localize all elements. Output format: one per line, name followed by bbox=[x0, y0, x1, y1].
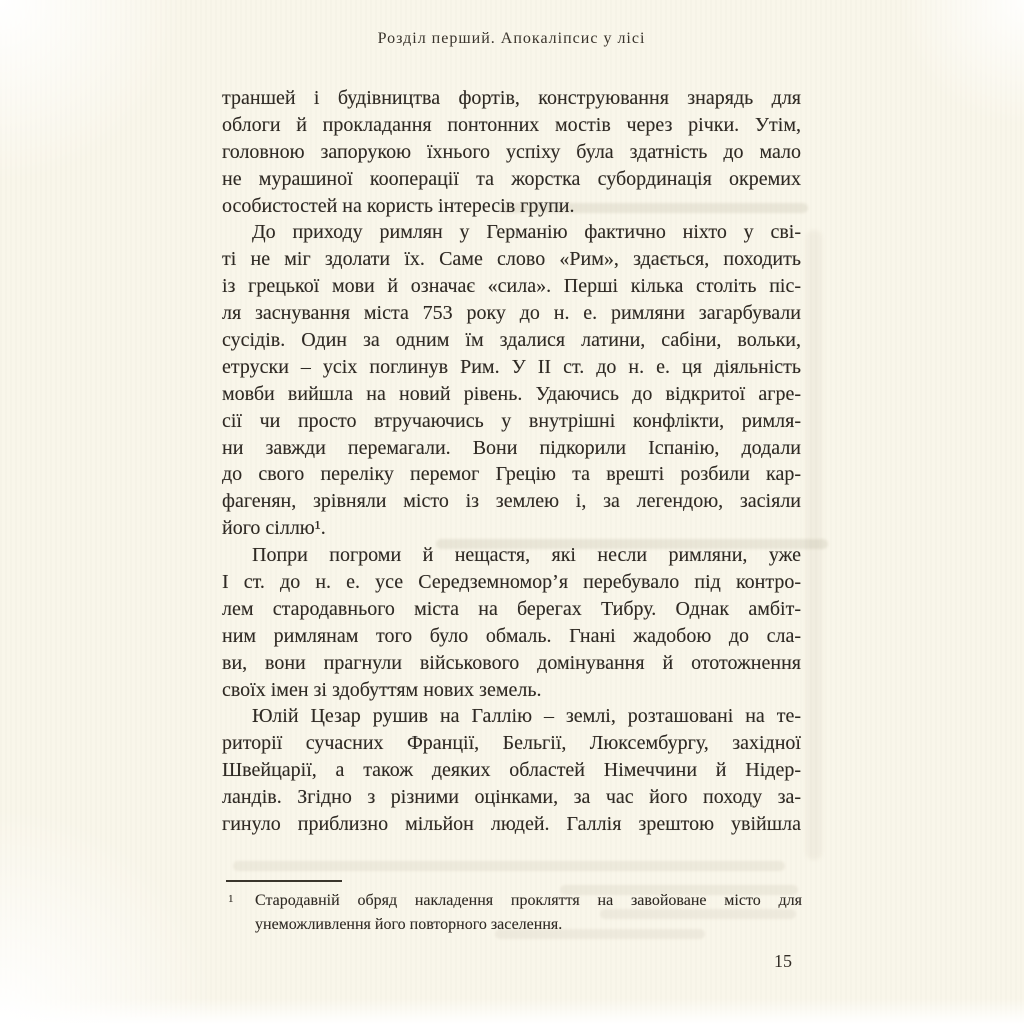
text-line: Юлій Цезар рушив на Галлію – землі, розташовані на те- bbox=[252, 705, 801, 728]
text-line: ті не міг здолати їх. Саме слово «Рим», здається, походить bbox=[222, 248, 801, 271]
footnote-text bbox=[228, 889, 802, 936]
text-line: головною запорукою їхнього успіху була здатність до мало bbox=[222, 140, 801, 163]
text-line: До приходу римлян у Германію фактично ніхто у сві- bbox=[252, 221, 801, 244]
text-line: фагенян, зрівняли місто із землею і, за легендою, засіяли bbox=[222, 490, 801, 513]
text-line: ля заснування міста 753 року до н. е. римляни загарбували bbox=[222, 302, 801, 325]
footnote-marker: 1 bbox=[228, 893, 234, 905]
text-line: І ст. до н. е. усе Середземномор’я перебувало під контро- bbox=[222, 571, 801, 594]
text-line: ним римлянам того було обмаль. Гнані жадобою до сла- bbox=[222, 624, 801, 647]
text-line: його сіллю¹. bbox=[222, 517, 326, 540]
text-line: траншей і будівництва фортів, конструювання знарядь для bbox=[222, 87, 801, 109]
text-line: своїх імен зі здобуттям нових земель. bbox=[222, 678, 542, 701]
text-line: із грецької мови й означає «сила». Перші кілька століть піс- bbox=[222, 275, 801, 298]
text-line: гинуло приблизно мільйон людей. Галлія зрештою увійшла bbox=[222, 813, 801, 836]
text-line: сії чи просто втручаючись у внутрішні конфлікти, римля- bbox=[222, 409, 801, 432]
text-line: ни завжди перемагали. Вони підкорили Іспанію, додали bbox=[222, 436, 801, 459]
chapter-header: Розділ перший. Апокаліпсис у лісі bbox=[377, 30, 646, 47]
text-line: особистостей на користь інтересів групи. bbox=[222, 194, 575, 217]
text-line: лем стародавнього міста на берегах Тибру. Однак амбіт- bbox=[222, 597, 801, 620]
text-line: Попри погроми й нещастя, які несли римляни, уже bbox=[252, 544, 801, 567]
text-line: не мурашиної кооперації та жорстка субординація окремих bbox=[222, 167, 801, 190]
text-line: Швейцарії, а також деяких областей Німеччини й Нідер- bbox=[222, 759, 801, 782]
footnote-line: унеможливлення його повторного заселення. bbox=[255, 915, 563, 933]
page-body-text bbox=[222, 85, 801, 838]
bleed-through-mark bbox=[806, 230, 822, 860]
text-line: мовби вийшла на новий рівень. Удаючись до відкритої агре- bbox=[222, 382, 801, 405]
text-line: ви, вони прагнули військового домінування й ототожнення bbox=[222, 651, 801, 674]
footnote bbox=[228, 889, 802, 936]
text-line: до свого переліку перемог Грецію та врешті розбили кар- bbox=[222, 463, 801, 486]
text-line: сусідів. Один за одним їм здалися латини, сабіни, вольки, bbox=[222, 329, 801, 352]
text-line: етруски – усіх поглинув Рим. У ІІ ст. до н. е. ця діяльність bbox=[222, 355, 801, 378]
text-line: риторії сучасних Франції, Бельгії, Люксембургу, західної bbox=[222, 732, 801, 755]
bleed-through-mark bbox=[233, 861, 785, 871]
footnote-separator bbox=[226, 880, 342, 882]
text-line: облоги й прокладання понтонних мостів через річки. Утім, bbox=[222, 113, 801, 136]
footnote-line: Стародавній обряд накладення прокляття на завойоване місто для bbox=[255, 892, 802, 909]
page-number: 15 bbox=[774, 951, 792, 971]
text-line: ландів. Згідно з різними оцінками, за час його походу за- bbox=[222, 786, 801, 809]
